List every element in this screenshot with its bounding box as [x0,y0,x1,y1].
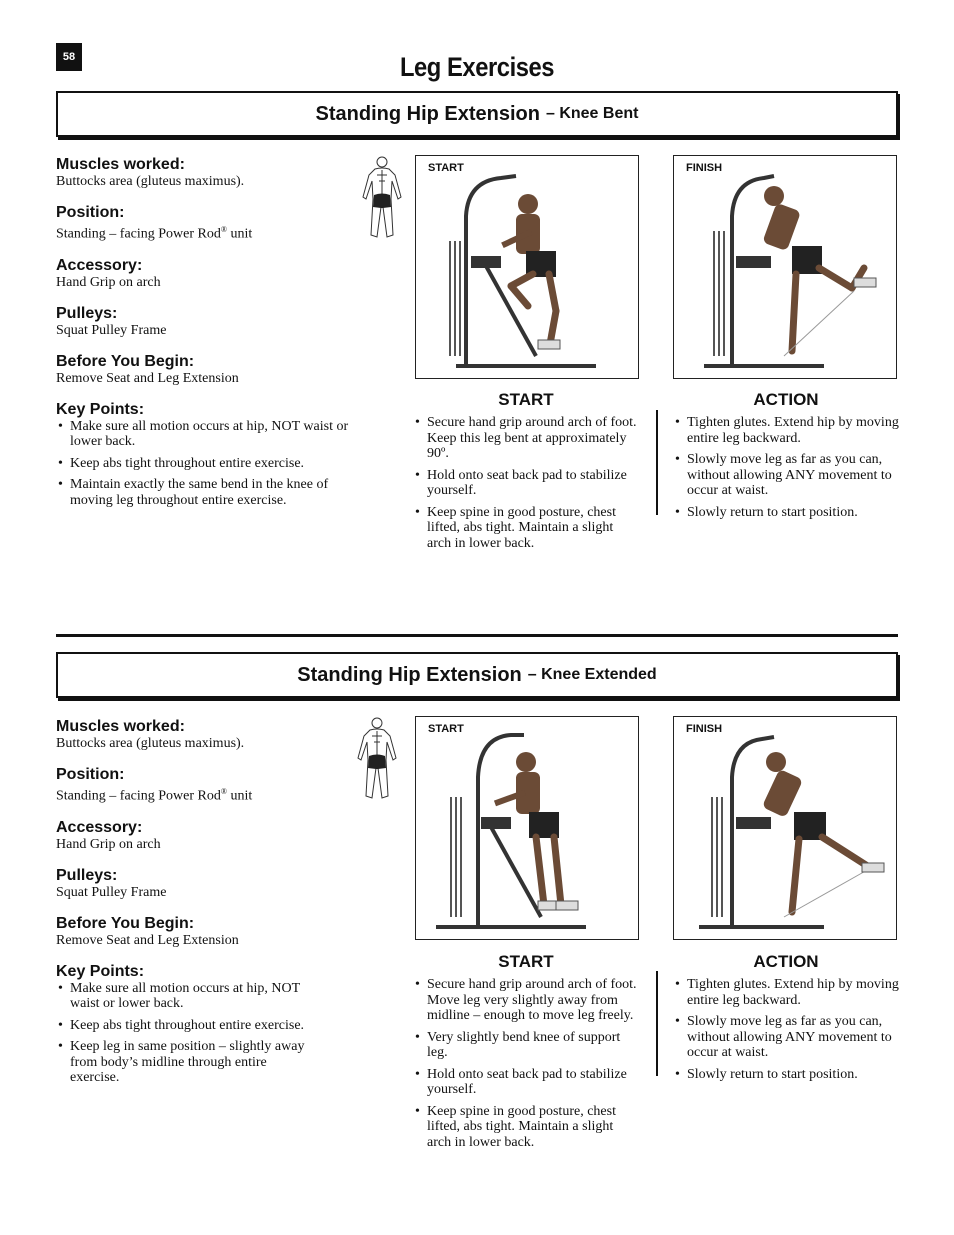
exercise-2-subtitle: – Knee Extended [527,666,657,683]
keypoints-label: Key Points: [56,962,145,980]
muscle-diagram-icon [357,155,407,241]
pulleys-label: Pulleys: [56,304,118,322]
action-heading: ACTION [753,952,819,971]
column-divider [656,410,658,515]
exercise-1-start-photo [415,155,639,379]
step-item: • Slowly move leg as far as you can, without allowing ANY movement to occur at waist. [673,1014,899,1061]
exercise-1-title: Standing Hip Extension [315,102,540,125]
step-item: • Keep spine in good posture, chest lifted, abs tight. Maintain a slight arch in lower back. [413,1104,639,1151]
keypoint: • Maintain exactly the same bend in the knee of moving leg throughout entire exercise. [56,477,356,508]
exercise-2-start-steps [413,952,639,1156]
step-item: • Hold onto seat back pad to stabilize yourself. [413,1067,639,1098]
exercise-2-title-box [56,652,898,698]
step-item: • Tighten glutes. Extend hip by moving entire leg backward. [673,415,899,446]
gym-machine-icon [416,156,638,378]
gym-machine-icon [674,156,896,378]
exercise-1-info [56,156,356,514]
before-text: Remove Seat and Leg Extension [56,932,239,948]
keypoint: • Keep abs tight throughout entire exercise. [56,456,356,472]
start-heading: START [498,952,554,971]
step-item: • Slowly return to start position. [673,1067,899,1083]
gym-machine-icon [416,717,638,939]
step-item: • Slowly return to start position. [673,505,899,521]
accessory-text: Hand Grip on arch [56,274,161,290]
position-text: Standing – facing Power Rod® unit [56,787,253,804]
column-divider [656,971,658,1076]
pulleys-label: Pulleys: [56,866,118,884]
keypoints-list [56,419,356,509]
step-item: • Slowly move leg as far as you can, without allowing ANY movement to occur at waist. [673,452,899,499]
keypoints-list [56,981,311,1086]
muscle-diagram-icon [352,716,402,802]
position-text: Standing – facing Power Rod® unit [56,225,253,242]
start-list [413,977,639,1150]
exercise-2-finish-photo [673,716,897,940]
page-number: 58 [56,43,82,71]
muscles-label: Muscles worked: [56,156,185,173]
position-label: Position: [56,204,125,221]
exercise-1-finish-photo [673,155,897,379]
step-item: • Hold onto seat back pad to stabilize yourself. [413,468,639,499]
keypoint: • Keep abs tight throughout entire exercise. [56,1018,311,1034]
exercise-1-start-steps [413,390,639,557]
action-list [673,415,899,520]
before-text: Remove Seat and Leg Extension [56,370,239,386]
accessory-text: Hand Grip on arch [56,836,161,852]
step-item: • Keep spine in good posture, chest lifted, abs tight. Maintain a slight arch in lower back. [413,505,639,552]
muscles-label: Muscles worked: [56,718,185,735]
step-item: • Secure hand grip around arch of foot. Keep this leg bent at approximately 90º. [413,415,639,462]
accessory-label: Accessory: [56,256,143,274]
exercise-1-action-steps [673,390,899,526]
photo-label: FINISH [686,723,723,735]
action-list [673,977,899,1082]
muscles-text: Buttocks area (gluteus maximus). [56,736,245,751]
gym-machine-icon [674,717,896,939]
start-heading: START [498,390,554,409]
keypoint: • Make sure all motion occurs at hip, NOT waist or lower back. [56,419,356,450]
exercise-2-action-steps [673,952,899,1088]
exercise-1-title-box [56,91,898,137]
before-label: Before You Begin: [56,352,195,370]
section-divider [56,634,898,637]
step-item: • Very slightly bend knee of support leg. [413,1030,639,1061]
exercise-2-title: Standing Hip Extension [297,663,522,686]
muscles-text: Buttocks area (gluteus maximus). [56,174,245,189]
exercise-1-subtitle: – Knee Bent [545,105,639,122]
start-list [413,415,639,551]
accessory-label: Accessory: [56,818,143,836]
before-label: Before You Begin: [56,914,195,932]
photo-label: START [428,162,464,174]
photo-label: START [428,723,464,735]
keypoints-label: Key Points: [56,400,145,418]
photo-label: FINISH [686,162,723,174]
position-label: Position: [56,766,125,783]
keypoint: • Make sure all motion occurs at hip, NOT waist or lower back. [56,981,311,1012]
page-title: Leg Exercises [399,52,555,82]
exercise-2-info [56,718,311,1092]
step-item: • Tighten glutes. Extend hip by moving entire leg backward. [673,977,899,1008]
action-heading: ACTION [753,390,819,409]
pulleys-text: Squat Pulley Frame [56,884,167,900]
pulleys-text: Squat Pulley Frame [56,322,167,338]
exercise-2-start-photo [415,716,639,940]
keypoint: • Keep leg in same position – slightly away from body’s midline through entire exercise. [56,1039,311,1086]
step-item: • Secure hand grip around arch of foot. Move leg very slightly away from midline – enough to move leg freely. [413,977,639,1024]
